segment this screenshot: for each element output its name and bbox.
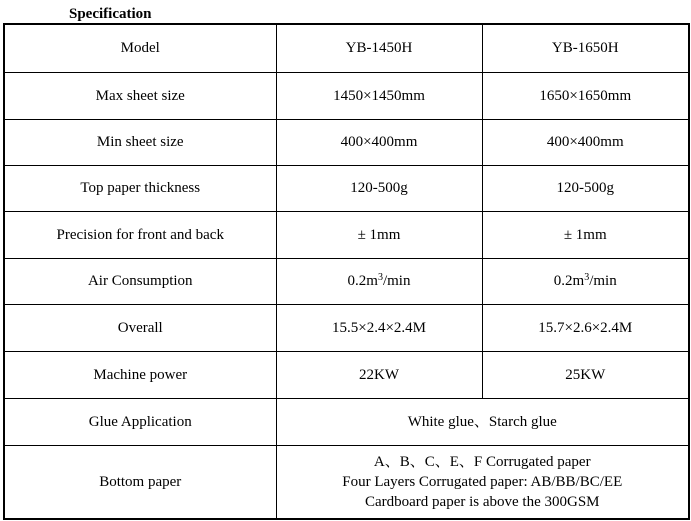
- cell-glue-value: White glue、Starch glue: [276, 398, 689, 445]
- cell-yb1450h: [276, 258, 482, 304]
- cell-yb1450h: 400×400mm: [276, 119, 482, 165]
- cell-yb1650h: [482, 258, 689, 304]
- row-label: Air Consumption: [4, 258, 276, 304]
- air-value: 0.2m: [347, 273, 378, 289]
- table-row-air: [4, 258, 689, 304]
- row-label: Max sheet size: [4, 72, 276, 119]
- air-unit: /min: [382, 273, 411, 289]
- cell-yb1650h: 15.7×2.6×2.4M: [482, 304, 689, 351]
- cell-yb1450h: 15.5×2.4×2.4M: [276, 304, 482, 351]
- air-exponent: 3: [377, 272, 383, 283]
- row-label: Machine power: [4, 351, 276, 398]
- cell-yb1450h: 1450×1450mm: [276, 72, 482, 119]
- table-row-precision: [4, 211, 689, 258]
- air-exponent: 3: [584, 272, 590, 283]
- table-row-overall: [4, 304, 689, 351]
- cell-yb1450h: 22KW: [276, 351, 482, 398]
- spec-table: [3, 23, 690, 520]
- cell-yb1650h: ± 1mm: [482, 211, 689, 258]
- row-label: Glue Application: [4, 398, 276, 445]
- row-label: Bottom paper: [4, 445, 276, 519]
- row-label: Min sheet size: [4, 119, 276, 165]
- bottom-paper-line: A、B、C、E、F Corrugated paper: [373, 453, 591, 470]
- air-unit: /min: [589, 273, 617, 289]
- cell-yb1650h: 120-500g: [482, 165, 689, 211]
- row-label: Top paper thickness: [4, 165, 276, 211]
- spec-title: Specification: [69, 6, 152, 22]
- row-label: Overall: [4, 304, 276, 351]
- table-row-glue: [4, 398, 689, 445]
- cell-yb1650h: 25KW: [482, 351, 689, 398]
- table-row-model: [4, 24, 689, 72]
- cell-yb1450h: 120-500g: [276, 165, 482, 211]
- cell-yb1450h: ± 1mm: [276, 211, 482, 258]
- air-value: 0.2m: [553, 273, 585, 289]
- bottom-paper-line: Four Layers Corrugated paper: AB/BB/BC/EE: [342, 473, 623, 490]
- cell-yb1650h: YB-1650H: [482, 24, 689, 72]
- table-row-top-paper: [4, 165, 689, 211]
- cell-yb1650h: 1650×1650mm: [482, 72, 689, 119]
- table-row-max-sheet: [4, 72, 689, 119]
- bottom-paper-line: Cardboard paper is above the 300GSM: [364, 493, 600, 510]
- cell-yb1450h: YB-1450H: [276, 24, 482, 72]
- table-row-power: [4, 351, 689, 398]
- cell-bottom-paper-value: [276, 445, 689, 519]
- row-label: Model: [4, 24, 276, 72]
- cell-yb1650h: 400×400mm: [482, 119, 689, 165]
- table-row-bottom-paper: [4, 445, 689, 519]
- table-row-min-sheet: [4, 119, 689, 165]
- row-label: Precision for front and back: [4, 211, 276, 258]
